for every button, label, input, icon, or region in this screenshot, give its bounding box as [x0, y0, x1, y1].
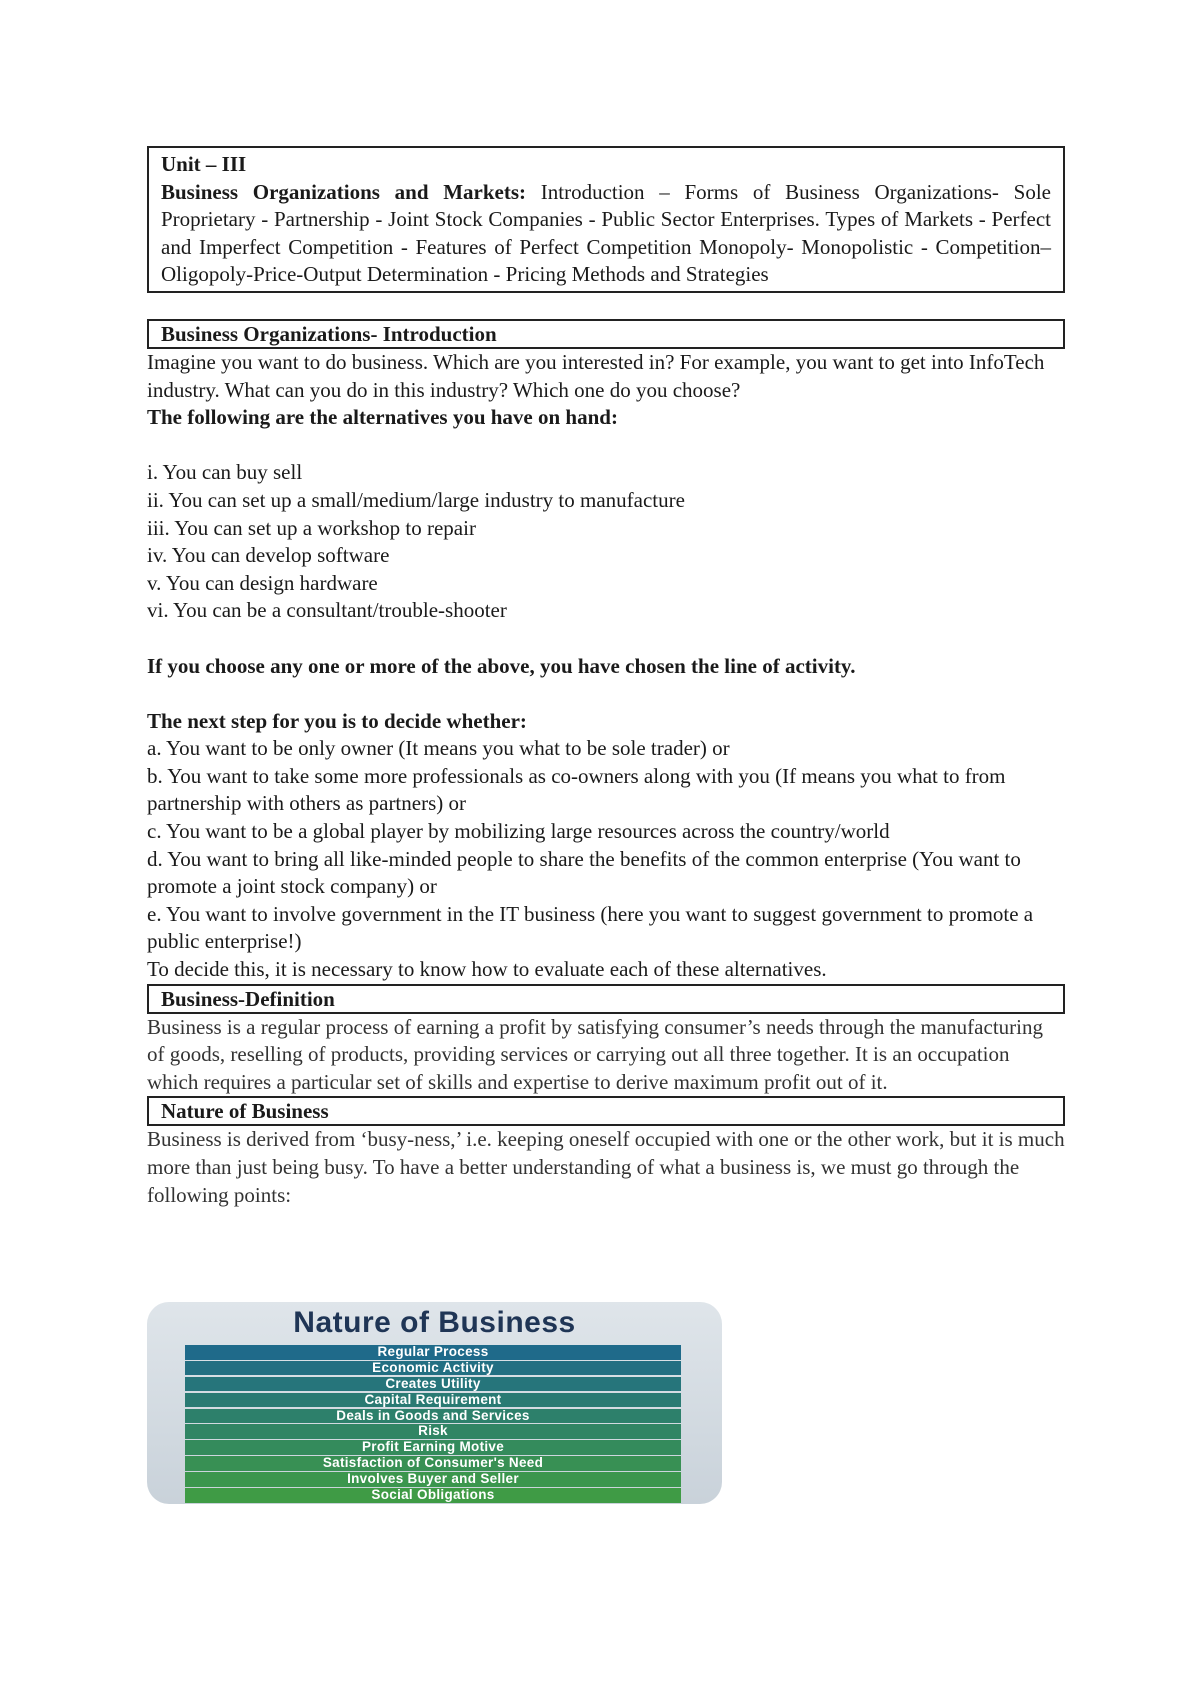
list-item: vi. You can be a consultant/trouble-shooter: [147, 598, 507, 623]
definition-paragraph: Business is a regular process of earning a profit by satisfying consumer’s needs through the manufacturing of goods, reselling of products, providing services or carrying out all three together. It is an occupation which requires a particular set of skills and expertise to derive maximum profit out of it.: [147, 1014, 1043, 1094]
list-item: iii. You can set up a workshop to repair: [147, 515, 476, 540]
options-list: [147, 735, 1065, 956]
nature-paragraph: Business is derived from ‘busy-ness,’ i.e. keeping oneself occupied with one or the other work, but it is much more than just being busy. To have a better understanding of what a business is, we must go through the following points:: [147, 1127, 1065, 1207]
closing-line: To decide this, it is necessary to know how to evaluate each of these alternatives.: [147, 957, 827, 982]
nature-of-business-infographic: [147, 1302, 722, 1504]
infographic-title: Nature of Business: [293, 1306, 576, 1339]
infographic-bar: Profit Earning Motive: [185, 1440, 681, 1455]
syllabus-heading: Business Organizations and Markets:: [161, 179, 527, 204]
section-heading-nature: Nature of Business: [147, 1096, 1065, 1126]
document-page: [147, 146, 1065, 1209]
unit-label: Unit – III: [161, 152, 247, 176]
choose-note: If you choose any one or more of the above, you have chosen the line of activity.: [147, 653, 856, 678]
infographic-bar: Economic Activity: [185, 1361, 681, 1376]
infographic-bar: Creates Utility: [185, 1377, 681, 1392]
syllabus-box: [147, 146, 1065, 293]
list-item: ii. You can set up a small/medium/large industry to manufacture: [147, 487, 685, 512]
alternatives-list: [147, 459, 1065, 625]
intro-paragraph: Imagine you want to do business. Which are you interested in? For example, you want to get into InfoTech industry. What can you do in this industry? Which one do you choose?: [147, 349, 1045, 402]
alternatives-title: The following are the alternatives you have on hand:: [147, 405, 618, 430]
list-item: iv. You can develop software: [147, 543, 390, 568]
infographic-bar: Regular Process: [185, 1345, 681, 1360]
list-item: b. You want to take some more professionals as co-owners along with you (If means you what to from partnership with others as partners) or: [147, 763, 1006, 816]
list-item: c. You want to be a global player by mobilizing large resources across the country/world: [147, 819, 890, 844]
section-heading-introduction: Business Organizations- Introduction: [147, 319, 1065, 349]
list-item: e. You want to involve government in the IT business (here you want to suggest government to promote a public enterprise!): [147, 901, 1034, 954]
list-item: d. You want to bring all like-minded people to share the benefits of the common enterprise (You want to promote a joint stock company) or: [147, 846, 1021, 899]
infographic-bar: Involves Buyer and Seller: [185, 1472, 681, 1487]
next-step-title: The next step for you is to decide whether:: [147, 708, 527, 733]
infographic-bar: Satisfaction of Consumer's Need: [185, 1456, 681, 1471]
infographic-bar: Risk: [185, 1424, 681, 1439]
list-item: v. You can design hardware: [147, 570, 378, 595]
list-item: a. You want to be only owner (It means you what to be sole trader) or: [147, 736, 730, 761]
infographic-bar: Deals in Goods and Services: [185, 1409, 681, 1424]
list-item: i. You can buy sell: [147, 460, 303, 485]
syllabus-text: [161, 179, 1051, 289]
section-heading-definition: Business-Definition: [147, 984, 1065, 1014]
infographic-bar: Social Obligations: [185, 1488, 681, 1503]
infographic-bar: Capital Requirement: [185, 1393, 681, 1408]
infographic-bars: [185, 1345, 681, 1504]
syllabus-body: Introduction – Forms of Business Organizations- Sole Proprietary - Partnership - Joint Stock Companies - Public Sector Enterprises. Types of Markets - Perfect and Imperfect Competition - Features of Perfect Competition Monopoly- Monopolistic - Competition– Oligopoly-Price-Output Determination - Pricing Methods and Strategies: [161, 179, 1051, 287]
